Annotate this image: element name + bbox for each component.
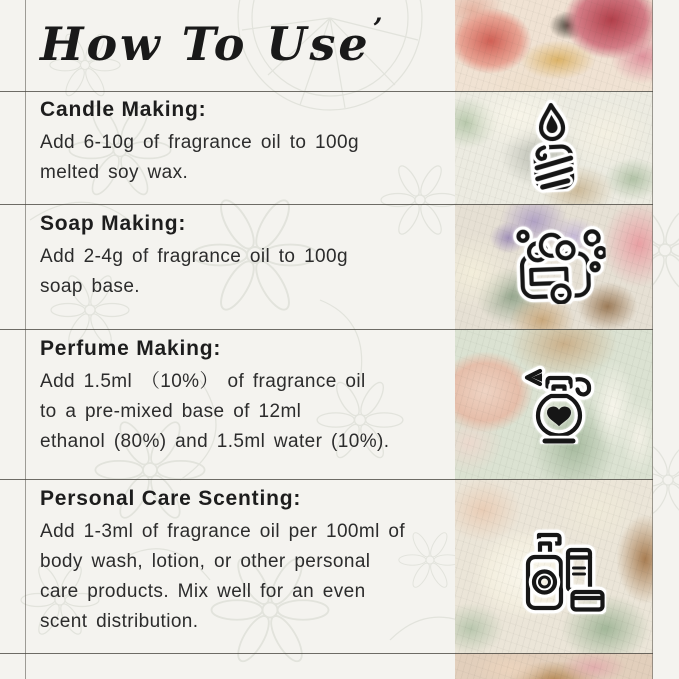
section-body-line: melted soy wax. [40,162,189,183]
candle-icon [522,99,585,194]
section-heading: Personal Care Scenting: [40,487,302,510]
divider-title-candle [0,91,653,92]
perfume-atomizer-icon [518,358,600,444]
section-body-line: soap base. [40,276,140,297]
section-heading: Candle Making: [40,98,207,121]
section-body-line: Add 6-10g of fragrance oil to 100g [40,132,359,153]
section-perfume-making [40,337,442,457]
illustration-basket-of-roses [455,653,653,679]
section-body-line: Add 1.5ml （10%） of fragrance oil [40,371,366,392]
left-margin-rule [25,0,26,679]
section-soap-making [40,212,442,302]
section-body-line: scent distribution. [40,611,199,632]
illustration-roses-with-gift-tag [455,0,653,91]
page-title: How To Use’ [40,12,386,71]
divider-bottom [0,653,653,654]
section-body-line: to a pre-mixed base of 12ml [40,401,302,422]
toiletries-icon [520,524,606,614]
section-body-line: Add 2-4g of fragrance oil to 100g [40,246,348,267]
title-flourish: ’ [372,12,386,45]
section-heading: Perfume Making: [40,337,222,360]
divider-candle-soap [0,204,653,205]
soap-icon [513,222,608,305]
section-heading: Soap Making: [40,212,187,235]
section-body-line: body wash, lotion, or other personal [40,551,371,572]
section-body-line: care products. Mix well for an even [40,581,366,602]
section-candle-making [40,98,442,188]
section-personal-care-scenting [40,487,442,637]
divider-soap-perfume [0,329,653,330]
section-body-line: ethanol (80%) and 1.5ml water (10%). [40,431,390,452]
section-body-line: Add 1-3ml of fragrance oil per 100ml of [40,521,406,542]
divider-perfume-personal [0,479,653,480]
title-row [40,12,385,71]
strip-right-rule [652,0,653,679]
